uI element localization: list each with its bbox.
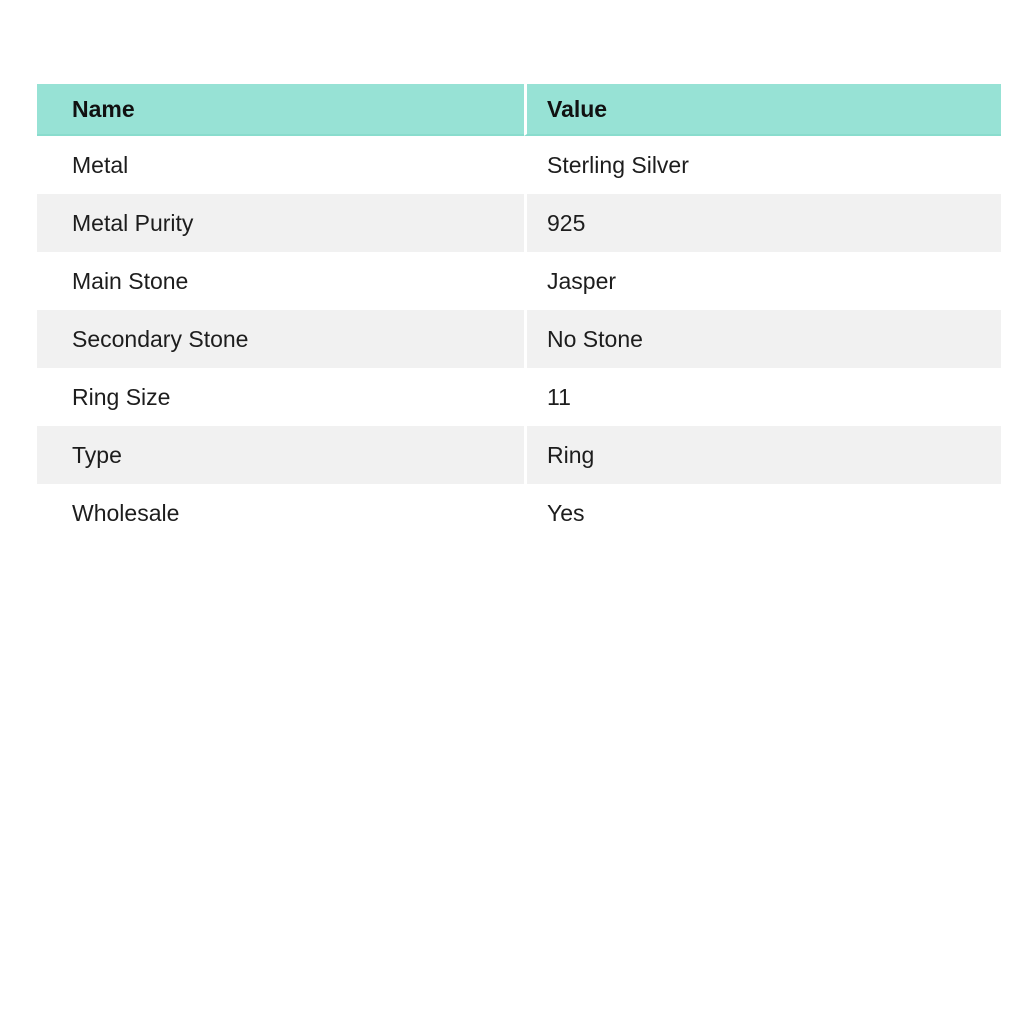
table-row [37,194,1001,252]
attribute-name-cell: Metal [37,136,524,194]
header-row [37,84,1001,136]
attribute-value-cell: No Stone [524,310,1001,368]
attribute-value-cell: Yes [524,484,1001,542]
attribute-value-cell: Ring [524,426,1001,484]
column-header-name: Name [37,84,524,136]
attribute-name-cell: Ring Size [37,368,524,426]
table-row [37,426,1001,484]
attribute-value-cell: Jasper [524,252,1001,310]
attribute-name-cell: Wholesale [37,484,524,542]
attribute-name-cell: Main Stone [37,252,524,310]
attribute-value-cell: 11 [524,368,1001,426]
attribute-value-cell: Sterling Silver [524,136,1001,194]
attribute-name-cell: Metal Purity [37,194,524,252]
product-attributes-table [37,84,1001,542]
attribute-name-cell: Secondary Stone [37,310,524,368]
table-row [37,310,1001,368]
table-row [37,368,1001,426]
table-row [37,136,1001,194]
table-body [37,136,1001,542]
table-row [37,484,1001,542]
attribute-name-cell: Type [37,426,524,484]
table-row [37,252,1001,310]
table-header [37,84,1001,136]
attribute-value-cell: 925 [524,194,1001,252]
column-header-value: Value [524,84,1001,136]
